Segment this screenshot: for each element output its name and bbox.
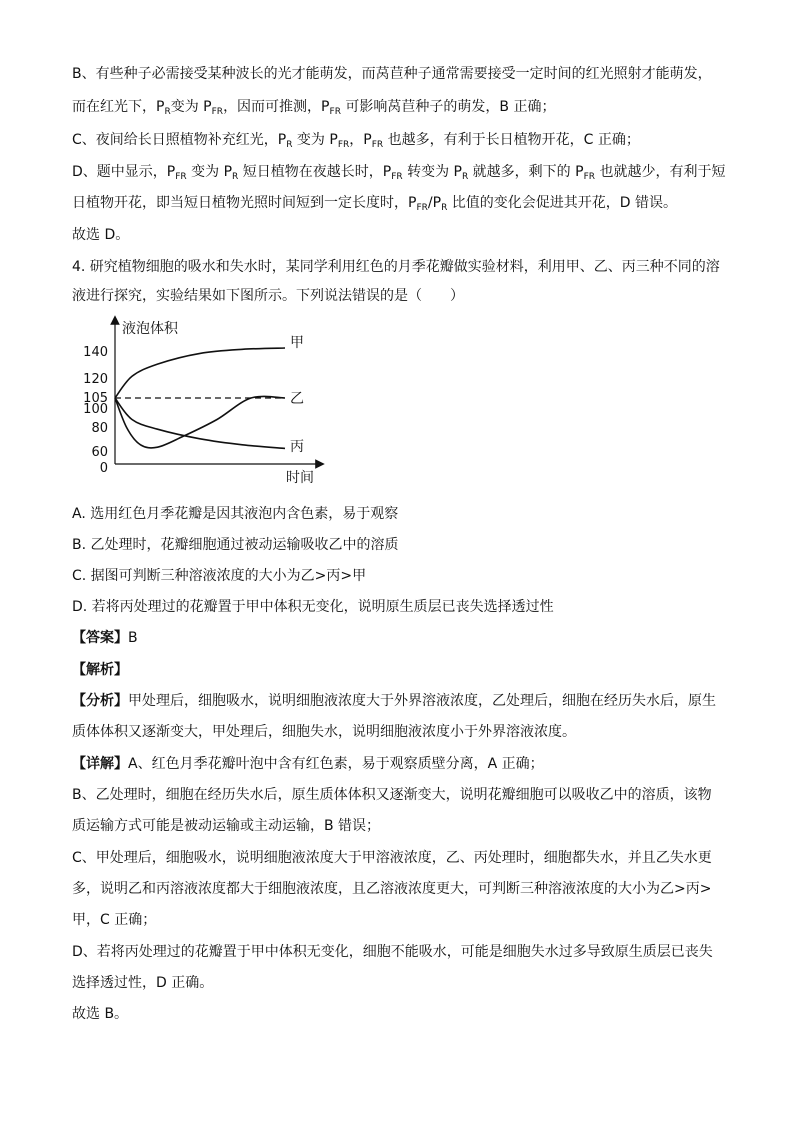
question-stem-line1: 4. 研究植物细胞的吸水和失水时，某同学利用红色的月季花瓣做实验材料，利用甲、乙、丙三种不同的溶	[72, 259, 720, 275]
detail-d-line1: D、若将丙处理过的花瓣置于甲中体积无变化，细胞不能吸水，可能是细胞失水过多导致原生质层已丧失	[72, 944, 713, 960]
answer-label: 【答案】	[72, 630, 128, 646]
y-tick-60: 60	[91, 445, 108, 460]
detail-d-line2: 选择透过性，D 正确。	[72, 975, 214, 991]
fenxi-line1: 【分析】甲处理后，细胞吸水，说明细胞液浓度大于外界溶液浓度，乙处理后，细胞在经历失水后，原生	[72, 693, 716, 709]
prev-pick: 故选 D。	[72, 227, 130, 243]
option-a: A. 选用红色月季花瓣是因其液泡内含色素，易于观察	[72, 506, 399, 522]
fenxi-label: 【分析】	[72, 693, 128, 709]
y-tick-105: 105	[83, 391, 108, 406]
detail-label: 【详解】	[72, 756, 128, 772]
prev-option-d-line1: D、题中显示，$P_{FR}$ 变为 $P_R$ 短日植物在夜越长时，$P_{FR}$ 转变为 $P_R$ 就越多，剩下的 $P_{FR}$ 也就越少，有利于短	[72, 164, 726, 182]
series-yi-line	[115, 396, 285, 448]
y-tick-80: 80	[91, 421, 108, 436]
detail-c-line2: 多，说明乙和丙溶液浓度都大于细胞液浓度，且乙溶液浓度更大，可判断三种溶液浓度的大小为乙>丙>	[72, 881, 712, 897]
y-axis-label: 液泡体积	[122, 321, 178, 337]
y-tick-100: 100	[83, 402, 108, 417]
question-stem-line2: 液进行探究，实验结果如下图所示。下列说法错误的是（ ）	[72, 288, 464, 304]
answer-value: B	[128, 630, 138, 646]
y-tick-120: 120	[83, 372, 108, 387]
detail-c-line1: C、甲处理后，细胞吸水，说明细胞液浓度大于甲溶液浓度，乙、丙处理时，细胞都失水，并且乙失水更	[72, 850, 712, 866]
analysis-label: 【解析】	[72, 662, 128, 678]
series-jia-line	[115, 348, 285, 398]
answer-line	[72, 628, 138, 648]
detail-b-line1: B、乙处理时，细胞在经历失水后，原生质体体积又逐渐变大，说明花瓣细胞可以吸收乙中的溶质，该物	[72, 787, 712, 803]
option-d: D. 若将丙处理过的花瓣置于甲中体积无变化，说明原生质层已丧失选择透过性	[72, 599, 554, 615]
detail-c-line3: 甲，C 正确；	[72, 912, 157, 928]
prev-option-b-line2: 而在红光下，$P_R$变为 $P_{FR}$，因而可推测，$P_{FR}$ 可影响莴苣种子的萌发，B 正确；	[72, 99, 556, 117]
fenxi-line2: 质体体积又逐渐变大，甲处理后，细胞失水，说明细胞液浓度小于外界溶液浓度。	[72, 724, 576, 740]
option-c: C. 据图可判断三种溶液浓度的大小为乙>丙>甲	[72, 568, 367, 584]
y-tick-0: 0	[99, 461, 108, 476]
prev-option-b-line1: B、有些种子必需接受某种波长的光才能萌发，而莴苣种子通常需要接受一定时间的红光照射才能萌发，	[72, 66, 712, 82]
detail-a: 【详解】A、红色月季花瓣叶泡中含有红色素，易于观察质壁分离，A 正确；	[72, 756, 544, 772]
series-label-yi: 乙	[290, 391, 304, 407]
option-b: B. 乙处理时，花瓣细胞通过被动运输吸收乙中的溶质	[72, 537, 399, 553]
series-label-jia: 甲	[290, 335, 304, 351]
x-axis-label: 时间	[286, 470, 314, 486]
detail-b-line2: 质运输方式可能是被动运输或主动运输，B 错误；	[72, 818, 381, 834]
volume-chart	[72, 314, 342, 488]
detail-pick: 故选 B。	[72, 1006, 129, 1022]
series-label-bing: 丙	[290, 439, 304, 455]
prev-option-d-line2: 日植物开花，即当短日植物光照时间短到一定长度时，$P_{FR}/P_R$ 比值的变化会促进其开花，D 错误。	[72, 195, 678, 213]
series-bing-line	[115, 398, 285, 448]
y-tick-140: 140	[83, 345, 108, 360]
prev-option-c: C、夜间给长日照植物补充红光，$P_R$ 变为 $P_{FR}$，$P_{FR}$ 也越多，有利于长日植物开花，C 正确；	[72, 132, 640, 150]
